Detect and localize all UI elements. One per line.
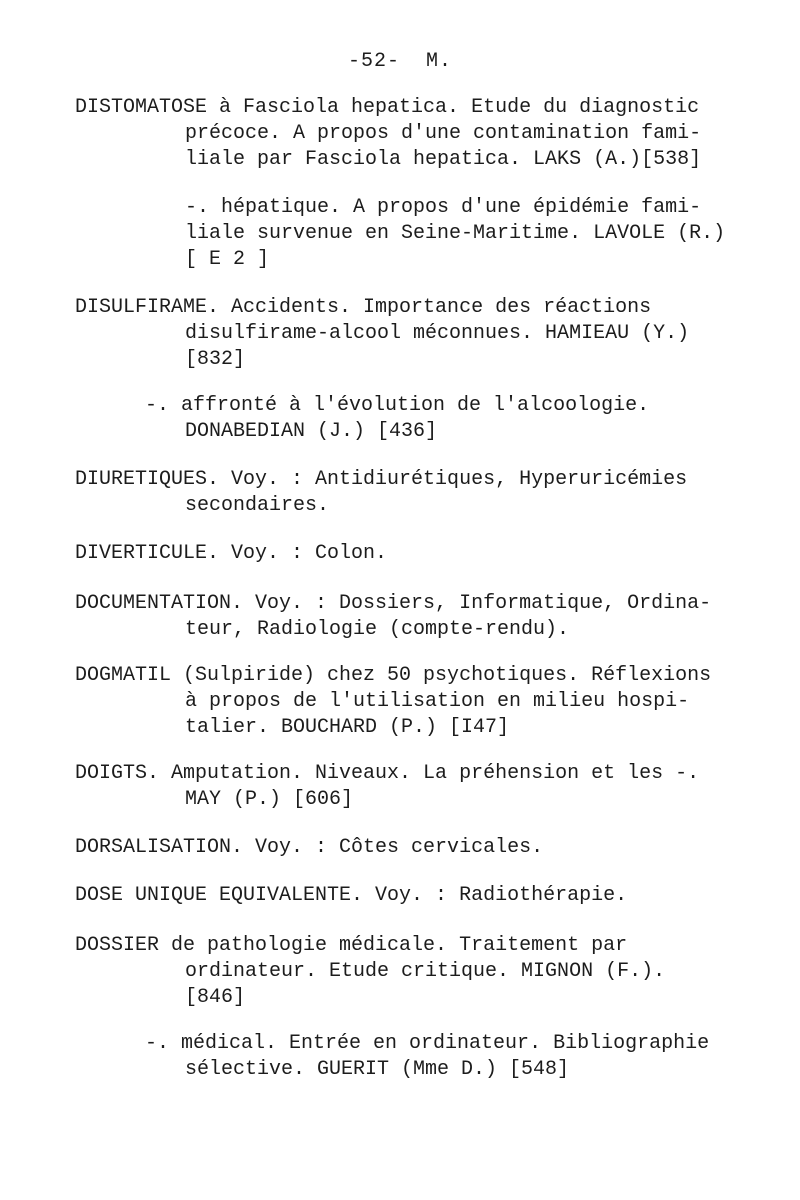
entry-line: sélective. GUERIT (Mme D.) [548]	[185, 1058, 570, 1081]
entry-line: DOSE UNIQUE EQUIVALENTE. Voy. : Radiothérapie.	[75, 884, 628, 907]
entry-line: disulfirame-alcool méconnues. HAMIEAU (Y.)	[185, 322, 690, 345]
page-number: -52-	[347, 50, 400, 73]
entry-line: DORSALISATION. Voy. : Côtes cervicales.	[75, 836, 544, 859]
entry-line: DONABEDIAN (J.) [436]	[185, 420, 438, 443]
entry-line: -. affronté à l'évolution de l'alcoologie.	[145, 394, 650, 417]
entry-line: DOGMATIL (Sulpiride) chez 50 psychotiques. Réflexions	[75, 664, 712, 687]
entry-line: DISTOMATOSE à Fasciola hepatica. Etude du diagnostic	[75, 96, 700, 119]
entry-line: [832]	[185, 348, 246, 371]
entry-line: DISULFIRAME. Accidents. Importance des réactions	[75, 296, 652, 319]
entry-line: MAY (P.) [606]	[185, 788, 354, 811]
entry-line: DOCUMENTATION. Voy. : Dossiers, Informatique, Ordina-	[75, 592, 712, 615]
entry-line: liale par Fasciola hepatica. LAKS (A.)[538]	[185, 148, 702, 171]
entry-line: DOSSIER de pathologie médicale. Traitement par	[75, 934, 628, 957]
entry-line: ordinateur. Etude critique. MIGNON (F.).	[185, 960, 666, 983]
entry-line: liale survenue en Seine-Maritime. LAVOLE (R.)	[185, 222, 726, 245]
entry-line: DOIGTS. Amputation. Niveaux. La préhension et les -.	[75, 762, 700, 785]
entry-line: [846]	[185, 986, 246, 1009]
entry-line: teur, Radiologie (compte-rendu).	[185, 618, 570, 641]
entry-line: -. médical. Entrée en ordinateur. Bibliographie	[145, 1032, 710, 1055]
entry-line: -. hépatique. A propos d'une épidémie fami-	[185, 196, 702, 219]
entry-line: [ E 2 ]	[185, 248, 270, 271]
entry-line: talier. BOUCHARD (P.) [I47]	[185, 716, 510, 739]
page-header	[0, 50, 800, 73]
entry-line: DIURETIQUES. Voy. : Antidiurétiques, Hyperuricémies	[75, 468, 688, 491]
entry-line: DIVERTICULE. Voy. : Colon.	[75, 542, 388, 565]
section-letter: M.	[426, 50, 453, 73]
entry-line: secondaires.	[185, 494, 330, 517]
entry-line: précoce. A propos d'une contamination fami-	[185, 122, 702, 145]
entry-line: à propos de l'utilisation en milieu hospi-	[185, 690, 690, 713]
